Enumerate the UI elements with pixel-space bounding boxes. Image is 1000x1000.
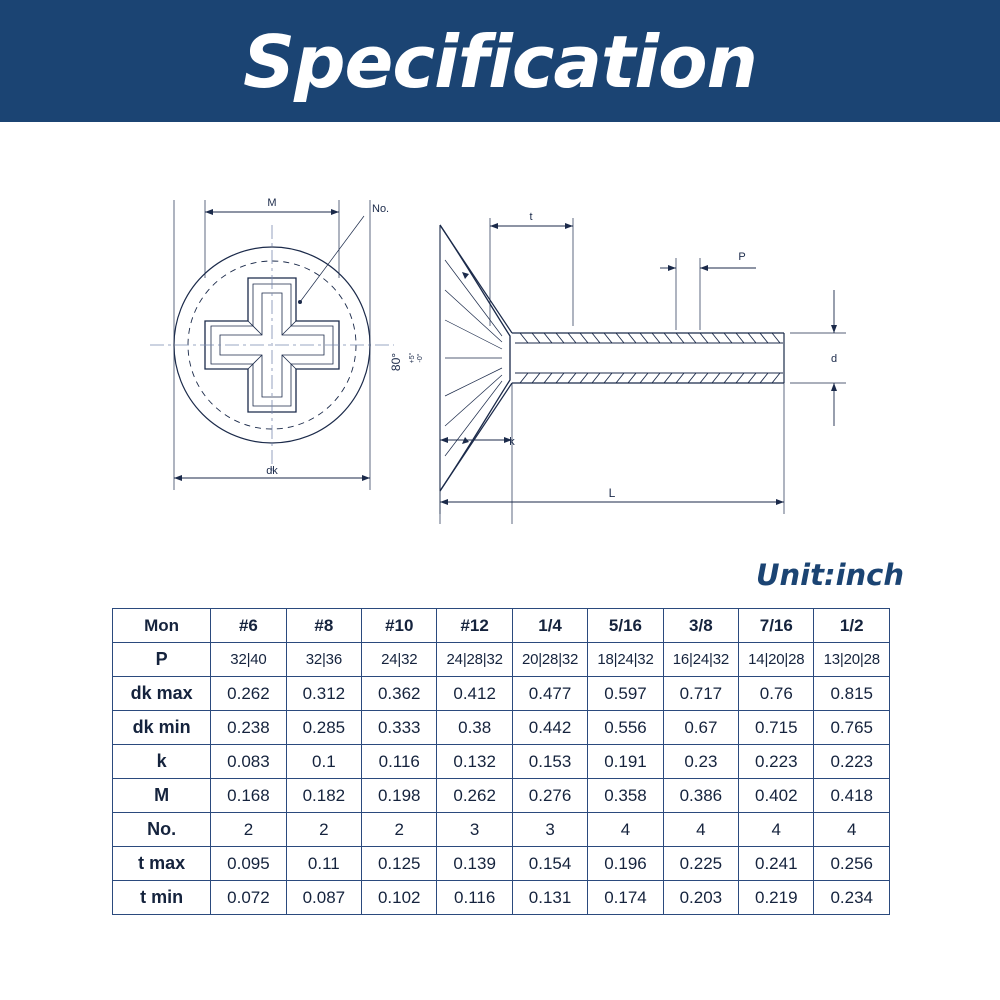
row-header: t max — [113, 847, 211, 881]
table-cell: 16|24|32 — [663, 643, 738, 677]
row-header: M — [113, 779, 211, 813]
specification-table — [112, 608, 890, 915]
table-cell: 13|20|28 — [814, 643, 890, 677]
table-cell: 3 — [437, 813, 512, 847]
label-p: P — [738, 251, 746, 263]
table-cell: 0.223 — [814, 745, 890, 779]
label-t: t — [529, 211, 533, 223]
svg-text:-0°: -0° — [417, 353, 424, 363]
table-cell: 0.358 — [588, 779, 663, 813]
table-row — [113, 881, 890, 915]
table-cell: 0.442 — [512, 711, 587, 745]
table-cell: 0.131 — [512, 881, 587, 915]
table-cell: 0.198 — [362, 779, 437, 813]
label-k: k — [509, 436, 515, 448]
table-cell: 0.556 — [588, 711, 663, 745]
label-angle: 80° — [389, 352, 403, 372]
table-cell: 0.418 — [814, 779, 890, 813]
column-header: Mon — [113, 609, 211, 643]
table-cell: 20|28|32 — [512, 643, 587, 677]
table-row — [113, 711, 890, 745]
table-cell: 0.362 — [362, 677, 437, 711]
table-cell: 0.225 — [663, 847, 738, 881]
table-header-row — [113, 609, 890, 643]
table-cell: 0.154 — [512, 847, 587, 881]
label-no: No. — [372, 203, 390, 215]
table-cell: 32|40 — [211, 643, 286, 677]
table-cell: 2 — [211, 813, 286, 847]
label-m: M — [267, 197, 277, 209]
table-cell: 0.717 — [663, 677, 738, 711]
column-header: #10 — [362, 609, 437, 643]
label-d: d — [830, 353, 838, 365]
row-header: P — [113, 643, 211, 677]
table-cell: 14|20|28 — [739, 643, 814, 677]
table-cell: 0.76 — [739, 677, 814, 711]
screw-technical-drawing — [0, 130, 1000, 560]
table-cell: 4 — [814, 813, 890, 847]
table-cell: 0.312 — [286, 677, 361, 711]
table-cell: 0.153 — [512, 745, 587, 779]
header-banner — [0, 0, 1000, 122]
table-row — [113, 779, 890, 813]
table-cell: 0.285 — [286, 711, 361, 745]
table-cell: 0.102 — [362, 881, 437, 915]
table-cell: 0.234 — [814, 881, 890, 915]
column-header: 5/16 — [588, 609, 663, 643]
table-cell: 0.11 — [286, 847, 361, 881]
column-header: #12 — [437, 609, 512, 643]
table-row — [113, 813, 890, 847]
table-cell: 0.402 — [739, 779, 814, 813]
table-cell: 0.333 — [362, 711, 437, 745]
row-header: dk min — [113, 711, 211, 745]
table-cell: 0.196 — [588, 847, 663, 881]
table-row — [113, 677, 890, 711]
table-cell: 4 — [588, 813, 663, 847]
table-cell: 18|24|32 — [588, 643, 663, 677]
column-header: 3/8 — [663, 609, 738, 643]
page-title: Specification — [243, 20, 757, 104]
table-cell: 0.168 — [211, 779, 286, 813]
table-cell: 0.139 — [437, 847, 512, 881]
row-header: t min — [113, 881, 211, 915]
table-cell: 4 — [663, 813, 738, 847]
table-cell: 0.597 — [588, 677, 663, 711]
table-cell: 0.23 — [663, 745, 738, 779]
table-cell: 32|36 — [286, 643, 361, 677]
table-cell: 0.203 — [663, 881, 738, 915]
table-cell: 0.095 — [211, 847, 286, 881]
table-cell: 0.67 — [663, 711, 738, 745]
table-cell: 24|32 — [362, 643, 437, 677]
table-cell: 0.262 — [437, 779, 512, 813]
table-cell: 0.386 — [663, 779, 738, 813]
table-cell: 0.182 — [286, 779, 361, 813]
column-header: #8 — [286, 609, 361, 643]
table-cell: 0.125 — [362, 847, 437, 881]
table-cell: 0.223 — [739, 745, 814, 779]
table-cell: 0.219 — [739, 881, 814, 915]
table-cell: 0.477 — [512, 677, 587, 711]
row-header: dk max — [113, 677, 211, 711]
table-cell: 24|28|32 — [437, 643, 512, 677]
table-cell: 2 — [362, 813, 437, 847]
table-cell: 0.072 — [211, 881, 286, 915]
table-cell: 0.765 — [814, 711, 890, 745]
table-cell: 2 — [286, 813, 361, 847]
table-cell: 0.191 — [588, 745, 663, 779]
table-cell: 0.087 — [286, 881, 361, 915]
label-dk: dk — [266, 465, 278, 477]
table-cell: 0.116 — [437, 881, 512, 915]
drawing-svg — [0, 130, 1000, 560]
table-row — [113, 643, 890, 677]
table-row — [113, 847, 890, 881]
svg-text:+5°: +5° — [409, 352, 416, 364]
table-cell: 0.174 — [588, 881, 663, 915]
table-cell: 0.241 — [739, 847, 814, 881]
table-cell: 0.083 — [211, 745, 286, 779]
table-cell: 0.262 — [211, 677, 286, 711]
table-cell: 4 — [739, 813, 814, 847]
table-cell: 0.132 — [437, 745, 512, 779]
column-header: 1/4 — [512, 609, 587, 643]
row-header: k — [113, 745, 211, 779]
table-cell: 0.276 — [512, 779, 587, 813]
table-row — [113, 745, 890, 779]
unit-note: Unit:inch — [755, 558, 904, 592]
table-cell: 0.38 — [437, 711, 512, 745]
table-cell: 0.815 — [814, 677, 890, 711]
table-cell: 0.256 — [814, 847, 890, 881]
table-cell: 0.116 — [362, 745, 437, 779]
row-header: No. — [113, 813, 211, 847]
column-header: #6 — [211, 609, 286, 643]
label-l: L — [608, 486, 616, 500]
table-cell: 3 — [512, 813, 587, 847]
column-header: 1/2 — [814, 609, 890, 643]
table-cell: 0.715 — [739, 711, 814, 745]
table-cell: 0.412 — [437, 677, 512, 711]
column-header: 7/16 — [739, 609, 814, 643]
table-cell: 0.1 — [286, 745, 361, 779]
table-cell: 0.238 — [211, 711, 286, 745]
